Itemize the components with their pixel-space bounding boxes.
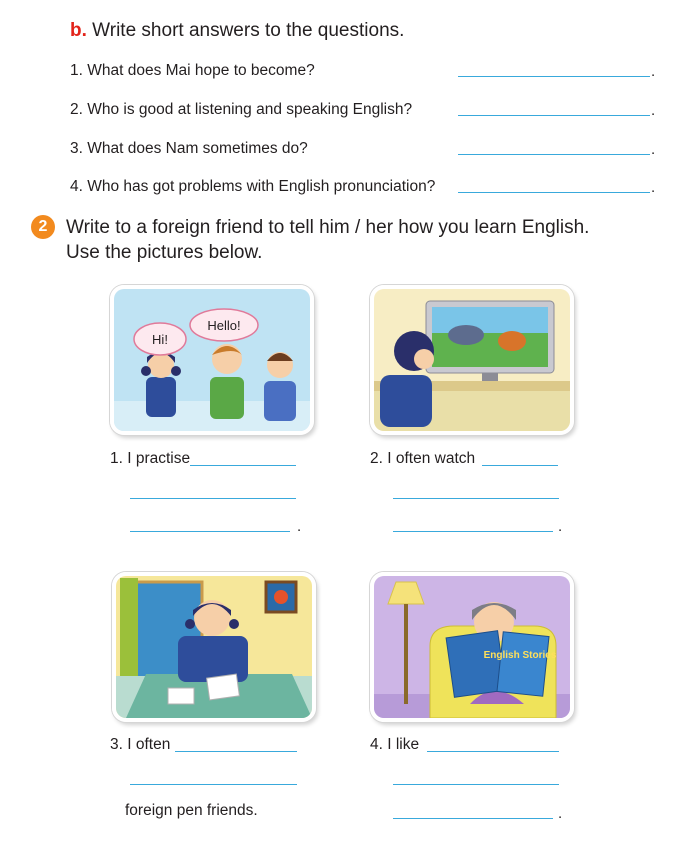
book-title: English Stories: [483, 650, 557, 661]
full-stop: .: [558, 518, 563, 535]
prompt-3: 3. I often: [110, 736, 171, 753]
full-stop: .: [651, 63, 656, 80]
answer-line-3[interactable]: [458, 154, 650, 155]
prompt-1-line[interactable]: [190, 465, 296, 466]
full-stop: .: [651, 141, 656, 158]
prompt-1-line-2[interactable]: [130, 498, 296, 499]
bubble-hi: Hi!: [152, 332, 168, 347]
exercise-2-title-line-1: Write to a foreign friend to tell him / her how you learn English.: [66, 217, 590, 238]
bubble-hello: Hello!: [207, 318, 241, 333]
exercise-2-title: [66, 215, 589, 265]
prompt-3-line[interactable]: [175, 751, 297, 752]
prompt-3-ending: foreign pen friends.: [125, 802, 258, 819]
exercise-number-badge: 2: [31, 215, 55, 239]
full-stop: .: [651, 179, 656, 196]
answer-line-2[interactable]: [458, 115, 650, 116]
prompt-2-line-2[interactable]: [393, 498, 559, 499]
full-stop: .: [297, 518, 302, 535]
question-1: 1. What does Mai hope to become?: [70, 62, 315, 79]
exercise-2-title-line-2: Use the pictures below.: [66, 242, 263, 263]
prompt-4-line[interactable]: [427, 751, 559, 752]
prompt-2-line[interactable]: [482, 465, 558, 466]
prompt-4-line-3[interactable]: [393, 818, 553, 819]
full-stop: .: [651, 102, 656, 119]
part-b-heading: [70, 20, 404, 42]
prompt-1: 1. I practise: [110, 450, 191, 467]
prompt-2: 2. I often watch: [370, 450, 476, 467]
prompt-2-line-3[interactable]: [393, 531, 553, 532]
prompt-3-line-2[interactable]: [130, 784, 297, 785]
prompt-4-line-2[interactable]: [393, 784, 559, 785]
question-4: 4. Who has got problems with English pronunciation?: [70, 178, 436, 195]
answer-line-4[interactable]: [458, 192, 650, 193]
picture-writing-letters: [112, 572, 316, 722]
prompt-4: 4. I like: [370, 736, 420, 753]
picture-reading: [370, 572, 574, 722]
prompt-1-line-3[interactable]: [130, 531, 290, 532]
full-stop: .: [558, 805, 563, 822]
question-2: 2. Who is good at listening and speaking English?: [70, 101, 413, 118]
picture-watching-tv: [370, 285, 574, 435]
question-3: 3. What does Nam sometimes do?: [70, 140, 308, 157]
part-b-instruction: Write short answers to the questions.: [92, 20, 405, 41]
part-letter: b.: [70, 20, 87, 41]
picture-greeting: [110, 285, 314, 435]
answer-line-1[interactable]: [458, 76, 650, 77]
